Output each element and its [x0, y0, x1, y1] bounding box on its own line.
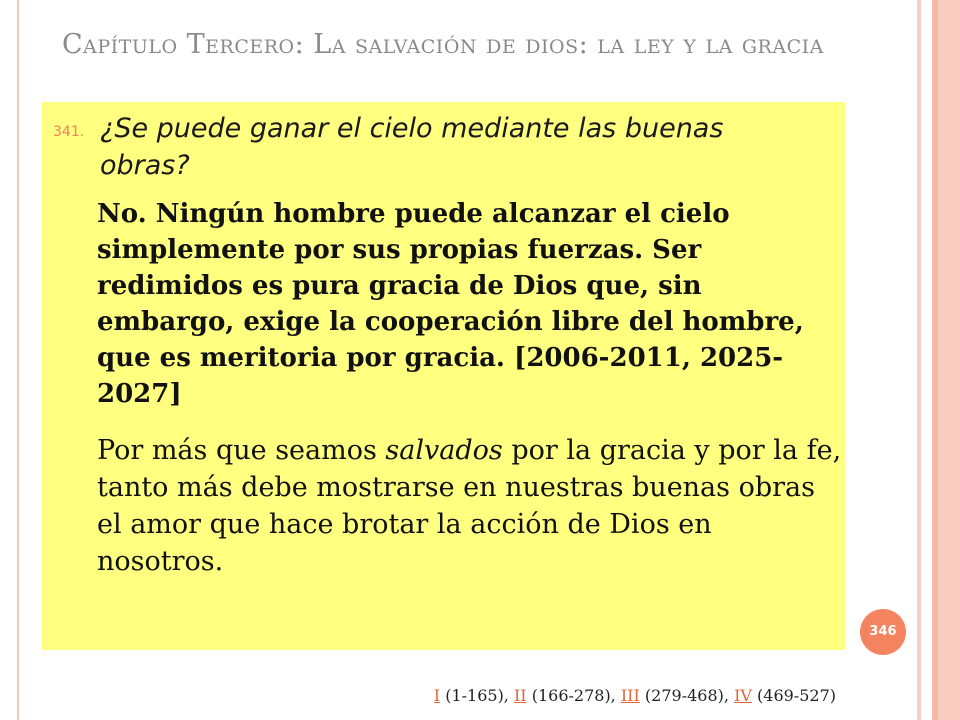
question-text: ¿Se puede ganar el cielo mediante las buenas obras? [100, 113, 724, 181]
footer-range-part-2: (166-278), [526, 686, 621, 705]
footer-range-part-4: (469-527) [751, 686, 836, 705]
slide-title: Capítulo Tercero: La salvación de dios: la ley y la gracia [62, 29, 824, 60]
left-border-line [17, 0, 19, 720]
slide-number-badge: 346 [860, 609, 906, 655]
right-decor-stripe [921, 0, 932, 720]
footer-range-part-1: (1-165), [440, 686, 514, 705]
footer-range-part-3: (279-468), [639, 686, 735, 705]
footer-link-part-4[interactable]: IV [734, 686, 752, 705]
footer-link-part-2[interactable]: II [513, 686, 527, 705]
answer-emphasis: salvados [385, 435, 503, 466]
footer-link-part-3[interactable]: III [620, 686, 640, 705]
answer-paragraph [97, 432, 842, 580]
answer-part1: Por más que seamos [97, 435, 386, 466]
answer-bold-text: No. Ningún hombre puede alcanzar el cielo simplemente por sus propias fuerzas. Ser redimidos es pura gracia de Dios que, sin embargo, exige la cooperación libre del hombre, que es meritoria por gracia. [2006-2011, 2025-2027] [97, 199, 804, 409]
footer-link-part-1[interactable]: I [433, 686, 441, 705]
right-decor-stripe [938, 0, 960, 720]
footer-navigation [434, 686, 836, 705]
question-number: 341. [53, 124, 85, 140]
answer-part2: por la gracia y por la fe, tanto más debe mostrarse en nuestras buenas obras el amor que hace brotar la acción de Dios en nosotros. [97, 435, 842, 577]
